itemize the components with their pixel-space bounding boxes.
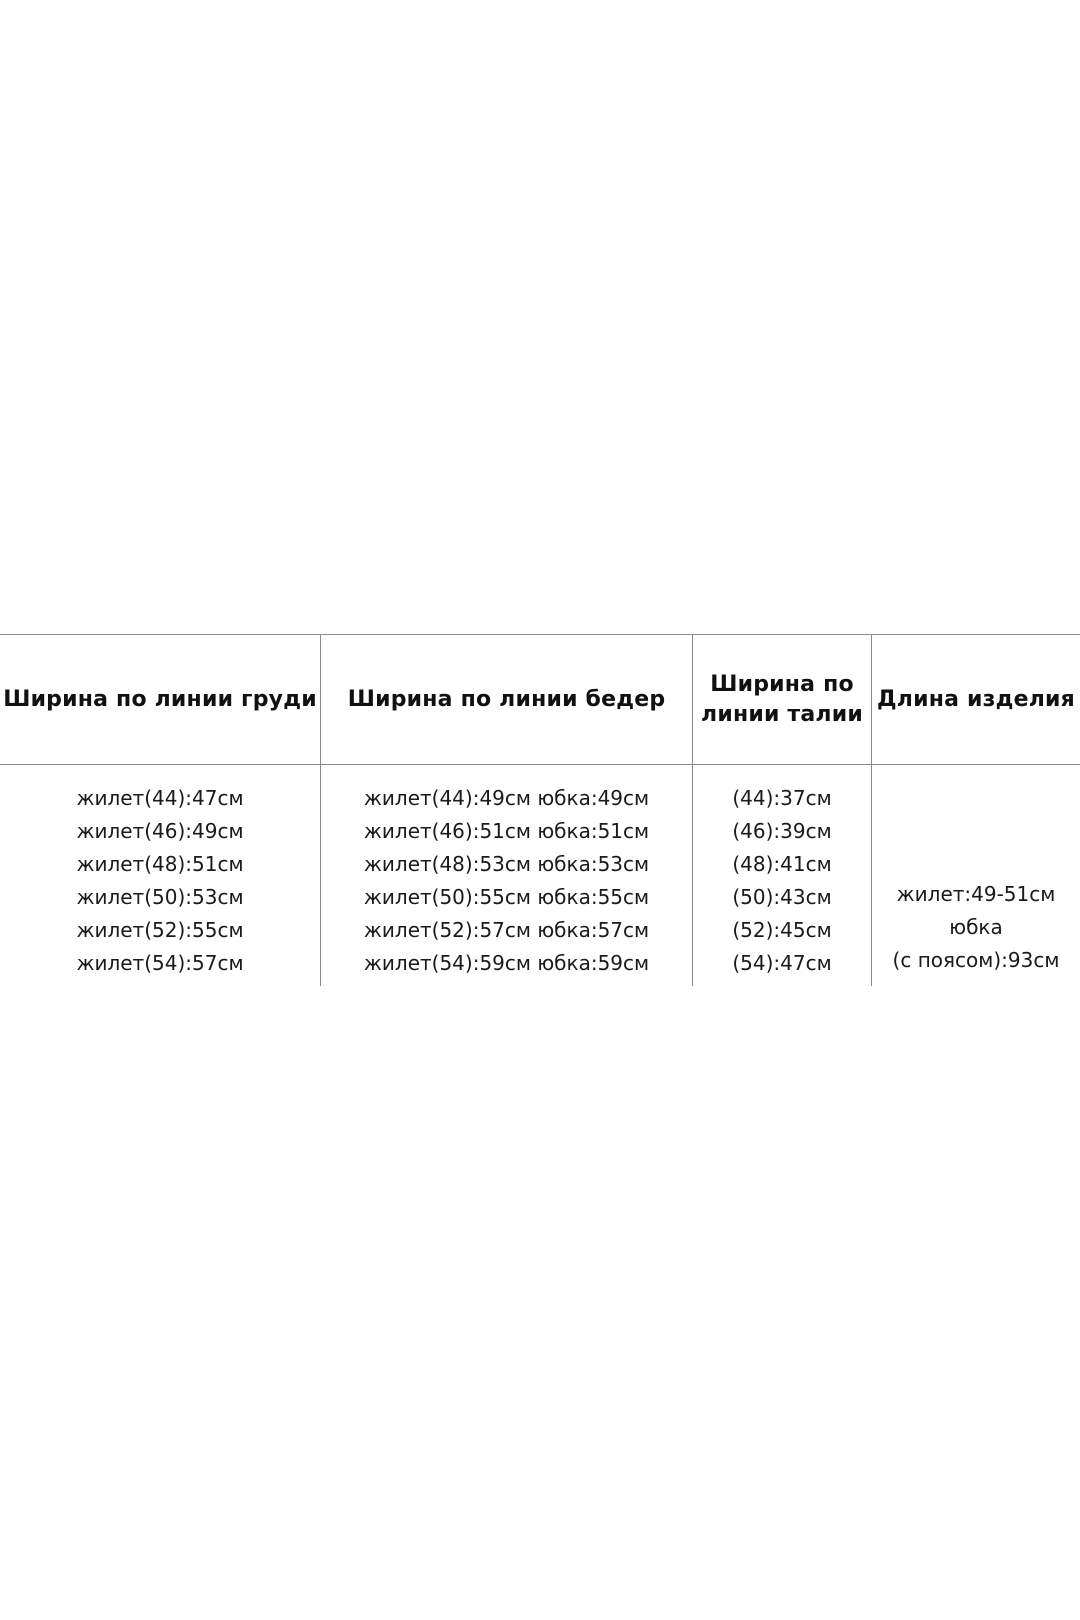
hip-value: жилет(52):57см юбка:57см: [363, 918, 650, 942]
bust-value: жилет(44):47см: [76, 786, 244, 810]
bust-value: жилет(46):49см: [76, 819, 244, 843]
header-waist-width-text: Ширина по линии талии: [701, 671, 863, 727]
header-bust-width: Ширина по линии груди: [3, 686, 317, 712]
length-value: юбка: [949, 915, 1003, 939]
hip-values: [321, 782, 692, 980]
header-divider: [0, 764, 1080, 765]
hip-value: жилет(54):59см юбка:59см: [363, 951, 650, 975]
waist-value: (54):47см: [732, 951, 832, 975]
bust-value: жилет(52):55см: [76, 918, 244, 942]
waist-value: (46):39см: [732, 819, 832, 843]
hip-value: жилет(48):53см юбка:53см: [363, 852, 650, 876]
bust-values: [0, 782, 320, 980]
length-values: [872, 878, 1080, 977]
size-table: [0, 634, 1080, 986]
header-item-length: Длина изделия: [877, 686, 1075, 712]
waist-value: (48):41см: [732, 852, 832, 876]
waist-values: [693, 782, 871, 980]
length-value: жилет:49-51см: [896, 882, 1056, 906]
hip-value: жилет(50):55см юбка:55см: [363, 885, 650, 909]
waist-value: (44):37см: [732, 786, 832, 810]
bust-value: жилет(54):57см: [76, 951, 244, 975]
header-waist-width: [693, 635, 871, 764]
waist-value: (52):45см: [732, 918, 832, 942]
bust-value: жилет(48):51см: [76, 852, 244, 876]
length-value: (с поясом):93см: [892, 948, 1060, 972]
hip-value: жилет(46):51см юбка:51см: [363, 819, 650, 843]
waist-value: (50):43см: [732, 885, 832, 909]
header-hip-width: Ширина по линии бедер: [347, 686, 666, 712]
hip-value: жилет(44):49см юбка:49см: [363, 786, 650, 810]
bust-value: жилет(50):53см: [76, 885, 244, 909]
